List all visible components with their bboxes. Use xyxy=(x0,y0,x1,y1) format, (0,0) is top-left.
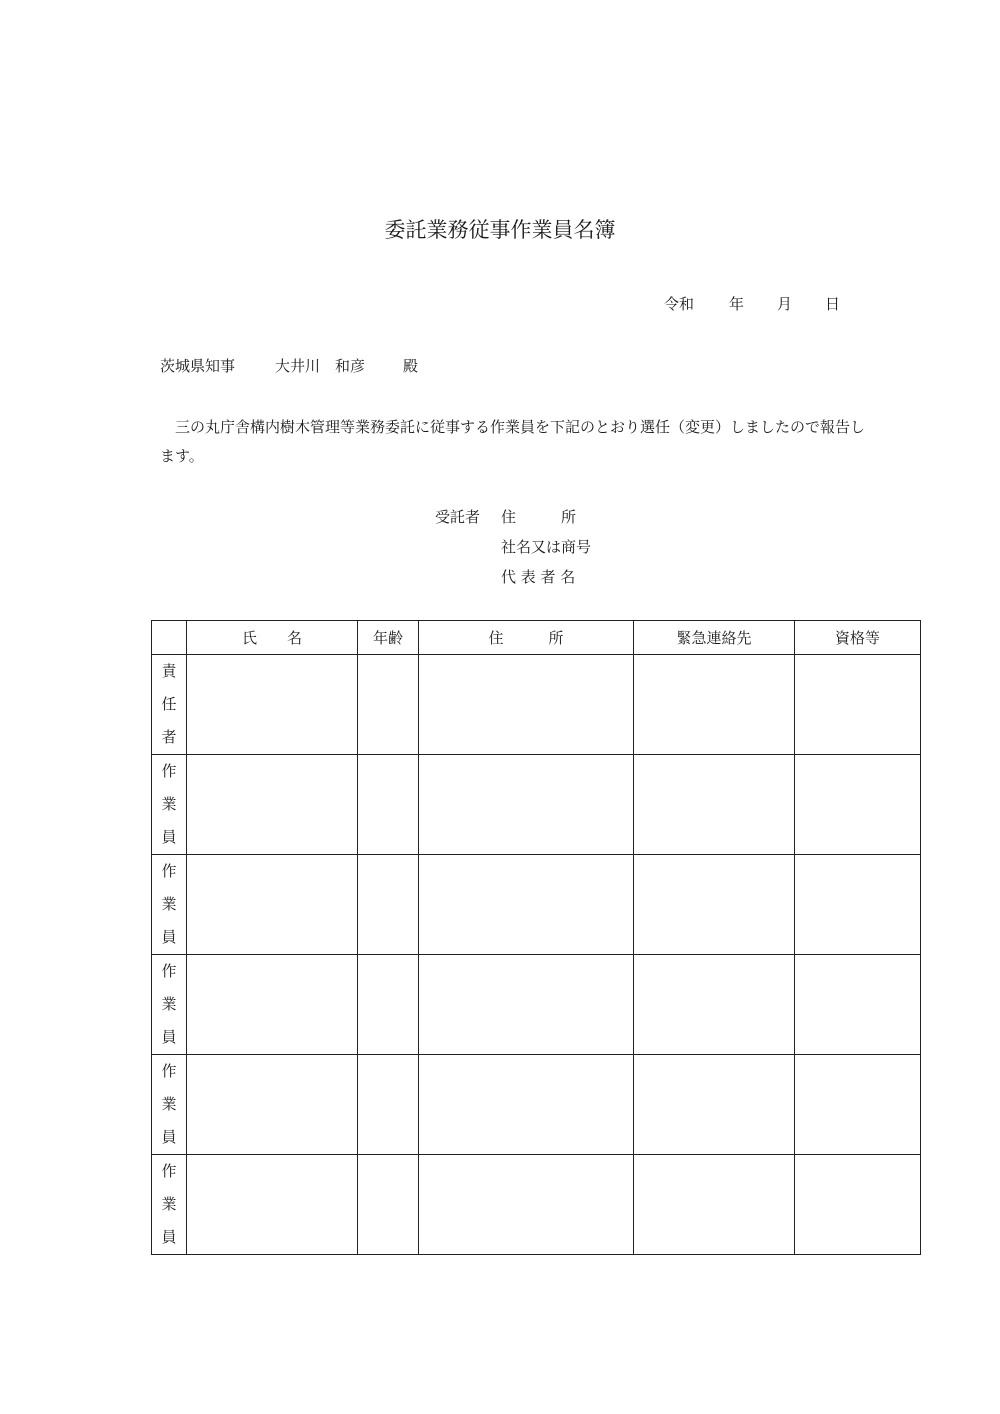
age-cell[interactable] xyxy=(358,655,419,755)
emergency-contact-cell[interactable] xyxy=(634,1155,795,1255)
worker-roster-table xyxy=(151,620,921,1255)
table-row-worker xyxy=(152,1055,921,1155)
table-header-row xyxy=(152,621,921,655)
role-char: 作 xyxy=(161,862,177,880)
qualifications-cell[interactable] xyxy=(795,1055,921,1155)
header-name: 氏 名 xyxy=(187,621,358,655)
address-cell[interactable] xyxy=(419,1155,634,1255)
role-cell xyxy=(152,755,187,855)
contractor-label: 受託者 xyxy=(435,508,481,526)
header-emergency-contact: 緊急連絡先 xyxy=(634,621,795,655)
address-cell[interactable] xyxy=(419,855,634,955)
role-cell xyxy=(152,1055,187,1155)
role-char: 作 xyxy=(161,1162,177,1180)
role-char: 員 xyxy=(161,1228,177,1246)
name-cell[interactable] xyxy=(187,655,358,755)
report-statement: 三の丸庁舎構内樹木管理等業務委託に従事する作業員を下記のとおり選任（変更）しましたので報告します。 xyxy=(160,418,866,465)
role-char: 業 xyxy=(161,995,177,1013)
emergency-contact-cell[interactable] xyxy=(634,955,795,1055)
emergency-contact-cell[interactable] xyxy=(634,755,795,855)
role-char: 業 xyxy=(161,895,177,913)
role-char: 責 xyxy=(161,662,177,680)
date-day: 日 xyxy=(825,295,841,313)
qualifications-cell[interactable] xyxy=(795,655,921,755)
role-char: 業 xyxy=(161,795,177,813)
role-cell xyxy=(152,655,187,755)
address-cell[interactable] xyxy=(419,1055,634,1155)
name-cell[interactable] xyxy=(187,855,358,955)
age-cell[interactable] xyxy=(358,1055,419,1155)
table-row-worker xyxy=(152,955,921,1055)
header-qualifications: 資格等 xyxy=(795,621,921,655)
date-year: 年 xyxy=(729,295,745,313)
role-char: 業 xyxy=(161,1095,177,1113)
contractor-address-label: 住 所 xyxy=(501,508,577,526)
table-row-responsible-person xyxy=(152,655,921,755)
emergency-contact-cell[interactable] xyxy=(634,655,795,755)
header-role xyxy=(152,621,187,655)
header-age: 年齢 xyxy=(358,621,419,655)
qualifications-cell[interactable] xyxy=(795,955,921,1055)
addressee-office: 茨城県知事 xyxy=(160,357,236,375)
qualifications-cell[interactable] xyxy=(795,1155,921,1255)
role-cell xyxy=(152,855,187,955)
name-cell[interactable] xyxy=(187,755,358,855)
role-cell xyxy=(152,955,187,1055)
role-char: 作 xyxy=(161,1062,177,1080)
address-cell[interactable] xyxy=(419,655,634,755)
emergency-contact-cell[interactable] xyxy=(634,1055,795,1155)
name-cell[interactable] xyxy=(187,1155,358,1255)
emergency-contact-cell[interactable] xyxy=(634,855,795,955)
role-char: 作 xyxy=(161,962,177,980)
age-cell[interactable] xyxy=(358,955,419,1055)
addressee-honorific: 殿 xyxy=(403,357,419,375)
name-cell[interactable] xyxy=(187,955,358,1055)
date-month: 月 xyxy=(777,295,793,313)
header-address: 住 所 xyxy=(419,621,634,655)
role-char: 作 xyxy=(161,762,177,780)
address-cell[interactable] xyxy=(419,755,634,855)
role-char: 任 xyxy=(161,695,177,713)
contractor-representative-label: 代 表 者 名 xyxy=(501,568,576,586)
qualifications-cell[interactable] xyxy=(795,755,921,855)
role-char: 員 xyxy=(161,928,177,946)
address-cell[interactable] xyxy=(419,955,634,1055)
document-title: 委託業務従事作業員名簿 xyxy=(384,218,616,242)
addressee-name: 大井川 和彦 xyxy=(275,357,366,375)
name-cell[interactable] xyxy=(187,1055,358,1155)
date-era: 令和 xyxy=(664,295,695,313)
role-char: 者 xyxy=(161,728,177,746)
role-char: 員 xyxy=(161,1128,177,1146)
table-row-worker xyxy=(152,1155,921,1255)
age-cell[interactable] xyxy=(358,755,419,855)
table-row-worker xyxy=(152,755,921,855)
role-cell xyxy=(152,1155,187,1255)
age-cell[interactable] xyxy=(358,1155,419,1255)
role-char: 業 xyxy=(161,1195,177,1213)
table-row-worker xyxy=(152,855,921,955)
role-char: 員 xyxy=(161,828,177,846)
age-cell[interactable] xyxy=(358,855,419,955)
role-char: 員 xyxy=(161,1028,177,1046)
contractor-company-label: 社名又は商号 xyxy=(501,538,592,556)
qualifications-cell[interactable] xyxy=(795,855,921,955)
